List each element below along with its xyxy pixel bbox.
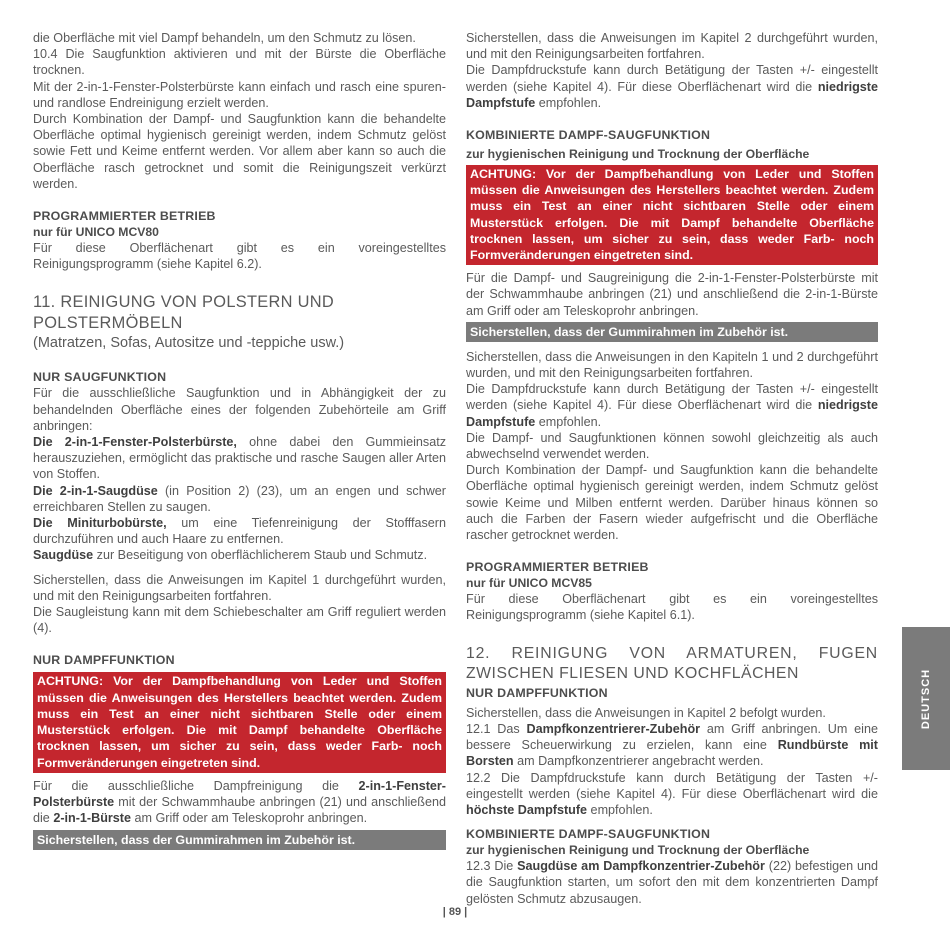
section-subheading: zur hygienischen Reinigung und Trocknung der Oberfläche: [466, 843, 810, 858]
paragraph: Für die Dampf- und Saugreinigung die 2-in-1-Fenster-Polsterbürste mit der Schwammhaube anbringen (21) und anschließend die 2-in-1-Bürste am Griff oder am Teleskoprohr anbringen.: [466, 271, 878, 318]
chapter-title-line: POLSTERMÖBELN: [33, 314, 183, 333]
item-text: zur Beseitigung von oberflächlicherem Staub und Schmutz.: [93, 548, 428, 563]
paragraph: die Oberfläche mit viel Dampf behandeln, um den Schmutz zu lösen.: [33, 31, 416, 45]
paragraph: [466, 770, 878, 819]
paragraph: Für die ausschließliche Saugfunktion und in Abhängigkeit der zu behandelnden Oberfläche eines der folgenden Zubehörteile am Griff anbringen:: [33, 386, 446, 433]
paragraph: Durch Kombination der Dampf- und Saugfunktion kann die behandelte Oberfläche optimal hygienisch gereinigt werden, indem Schmutz gelöst sowie Keime und Milben entfernt werden. Darüber hinaus können so auch die Farben der Fasern wieder aufgefrischt und die Oberfläche rascher getrocknet werden.: [466, 463, 878, 543]
paragraph: [466, 62, 878, 111]
accessory-name: Die 2-in-1-Fenster-Polsterbürste,: [33, 435, 237, 450]
section-subtitle: KOMBINIERTE DAMPF-SAUGFUNKTION: [466, 827, 711, 842]
chapter-title-line: 11. REINIGUNG VON POLSTERN UND: [33, 293, 335, 312]
right-column: [466, 30, 878, 907]
paragraph: Sicherstellen, dass die Anweisungen im Kapitel 2 durchgeführt wurden, und mit den Reinigungsarbeiten fortfahren.: [466, 31, 878, 62]
list-item: [33, 483, 446, 515]
emphasis: höchste Dampfstufe: [466, 802, 588, 817]
left-column: [33, 30, 446, 850]
chapter-title-line: 12. REINIGUNG VON ARMATUREN, FUGEN: [466, 644, 878, 662]
list-item: [33, 515, 446, 547]
paragraph: Die Saugleistung kann mit dem Schiebeschalter am Griff reguliert werden (4).: [33, 605, 446, 636]
text: Die Dampfdruckstufe kann durch Betätigung der Tasten +/- eingestellt werden (siehe Kapitel 4). Für diese Oberflächenart wird die: [466, 382, 878, 413]
language-tab-label: DEUTSCH: [920, 668, 932, 729]
section-subheading: zur hygienischen Reinigung und Trocknung der Oberfläche: [466, 147, 810, 162]
chapter-title-line: ZWISCHEN FLIESEN UND KOCHFLÄCHEN: [466, 665, 799, 683]
paragraph: 10.4 Die Saugfunktion aktivieren und mit der Bürste die Oberfläche trocknen.: [33, 47, 446, 78]
emphasis: niedrigste Dampfstufe: [466, 79, 878, 110]
paragraph: Die Dampf- und Saugfunktionen können sowohl gleichzeitig als auch abwechselnd verwendet werden.: [466, 430, 878, 462]
section-subtitle: NUR SAUGFUNKTION: [33, 370, 167, 385]
text: empfohlen.: [535, 414, 602, 429]
text: empfohlen.: [587, 802, 653, 817]
paragraph: [466, 721, 878, 770]
text: am Griff oder am Teleskoprohr anbringen.: [130, 811, 368, 826]
emphasis: niedrigste Dampfstufe: [466, 398, 878, 429]
section-subtitle: PROGRAMMIERTER BETRIEB: [466, 560, 649, 575]
warning-box: ACHTUNG: Vor der Dampfbehandlung von Leder und Stoffen müssen die Anweisungen des Herstellers beachtet werden. Zudem muss ein Test an einer nicht sichtbaren Stelle oder einem Musterstück erfolgen. Die mit Dampf behandelte Oberfläche trocknen lassen, um sicher zu sein, dass weder Farb- noch Formveränderungen eingetreten sind.: [33, 672, 446, 772]
text: am Griff anbringen. Um eine bessere Scheuerwirkung zu erzielen, kann eine: [466, 721, 878, 753]
text: Für die ausschließliche Dampfreinigung die: [33, 778, 359, 793]
language-tab: [902, 627, 950, 770]
section-subtitle: PROGRAMMIERTER BETRIEB: [33, 209, 216, 224]
paragraph: [33, 778, 446, 827]
paragraph: [466, 381, 878, 430]
page-number: | 89 |: [442, 906, 468, 918]
list-item: [33, 434, 446, 483]
accessory-name: Die Miniturbobürste,: [33, 516, 167, 531]
accessory-name: Rundbürste mit Borsten: [466, 738, 878, 769]
accessory-name: 2-in-1-Bürste: [53, 811, 131, 826]
paragraph: Für diese Oberflächenart gibt es ein voreingestelltes Reinigungsprogramm (siehe Kapitel 6.1).: [466, 592, 878, 623]
section-subtitle: KOMBINIERTE DAMPF-SAUGFUNKTION: [466, 128, 711, 143]
warning-box: ACHTUNG: Vor der Dampfbehandlung von Leder und Stoffen müssen die Anweisungen des Herstellers beachtet werden. Zudem muss ein Test an einer nicht sichtbaren Stelle oder einem Musterstück erfolgen. Die mit Dampf behandelte Oberfläche trocknen lassen, um sicher zu sein, dass weder Farb- noch Formveränderungen eingetreten sind.: [466, 165, 878, 265]
text: 12.2 Die Dampfdruckstufe kann durch Betätigung der Tasten +/- eingestellt werden (siehe Kapitel 4). Für diese Oberflächenart wird die: [466, 770, 878, 801]
accessory-name: Dampfkonzentrierer-Zubehör: [526, 721, 701, 736]
text: 12.3 Die: [466, 859, 518, 874]
model-note: nur für UNICO MCV80: [33, 225, 159, 240]
paragraph: [466, 858, 878, 907]
accessory-name: 2-in-1-Fenster-Polsterbürste: [33, 778, 446, 809]
model-note: nur für UNICO MCV85: [466, 576, 592, 591]
chapter-subtitle: (Matratzen, Sofas, Autositze und -teppiche usw.): [33, 335, 345, 352]
accessory-name: Die 2-in-1-Saugdüse: [33, 483, 158, 498]
list-item: [33, 547, 446, 563]
text: am Dampfkonzentrierer angebracht werden.: [513, 754, 764, 769]
paragraph: Mit der 2-in-1-Fenster-Polsterbürste kann einfach und rasch eine spuren- und randlose Endreinigung erzielt werden.: [33, 79, 446, 110]
paragraph: Sicherstellen, dass die Anweisungen in Kapitel 2 befolgt wurden.: [466, 705, 826, 720]
text: empfohlen.: [535, 95, 602, 110]
chapter-title: [33, 292, 446, 334]
text: mit der Schwammhaube anbringen (21) und anschließend die: [33, 794, 446, 826]
section-subtitle: NUR DAMPFFUNKTION: [466, 685, 608, 700]
paragraph: Für diese Oberflächenart gibt es ein voreingestelltes Reinigungsprogramm (siehe Kapitel 6.2).: [33, 241, 446, 272]
paragraph: Sicherstellen, dass die Anweisungen in den Kapiteln 1 und 2 durchgeführt wurden, und mit den Reinigungsarbeiten fortfahren.: [466, 349, 878, 381]
text: Die Dampfdruckstufe kann durch Betätigung der Tasten +/- eingestellt werden (siehe Kapitel 4). Für diese Oberflächenart wird die: [466, 63, 878, 94]
paragraph: Sicherstellen, dass die Anweisungen im Kapitel 1 durchgeführt wurden, und mit den Reinigungsarbeiten fortfahren.: [33, 572, 446, 603]
text: (22) befestigen und die Saugfunktion starten, um sofort den mit dem konzentrierten Dampf gelösten Schmutz abzusaugen.: [466, 859, 879, 906]
accessory-name: Saugdüse: [33, 548, 94, 563]
note-box: Sicherstellen, dass der Gummirahmen im Zubehör ist.: [33, 830, 446, 850]
note-box: Sicherstellen, dass der Gummirahmen im Zubehör ist.: [466, 322, 878, 342]
paragraph: Durch Kombination der Dampf- und Saugfunktion kann die behandelte Oberfläche optimal hygienisch gereinigt werden, indem Schmutz gelöst sowie Fett und Keime entfernt werden. Vor allem aber kann so auch die Oberfläche rasch getrocknet und somit die Reinigungszeit verkürzt werden.: [33, 112, 446, 191]
text: 12.1 Das: [466, 721, 527, 736]
item-text: um eine Tiefenreinigung der Stofffasern durchzuführen und auch Haare zu entfernen.: [33, 516, 446, 547]
item-text: ohne dabei den Gummieinsatz herauszuziehen, ermöglicht das praktische und rasche Saugen aller Arten von Stoffen.: [33, 435, 446, 482]
item-text: (in Position 2) (23), um an engen und schwer erreichbaren Stellen zu saugen.: [33, 483, 447, 514]
accessory-name: Saugdüse am Dampfkonzentrier-Zubehör: [517, 859, 765, 874]
section-subtitle: NUR DAMPFFUNKTION: [33, 653, 175, 668]
